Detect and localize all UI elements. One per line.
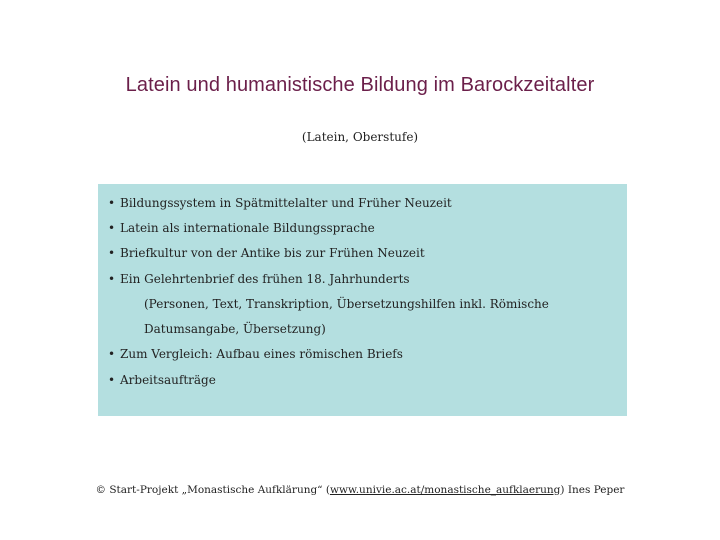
- bullet-icon: •: [108, 373, 116, 387]
- list-item-text: Ein Gelehrtenbrief des frühen 18. Jahrhunderts: [120, 272, 410, 286]
- bullet-icon: •: [108, 347, 116, 361]
- list-item-text: Latein als internationale Bildungssprache: [120, 221, 375, 235]
- list-item: [108, 373, 216, 387]
- list-item: [108, 272, 410, 286]
- list-item-text: Arbeitsaufträge: [120, 373, 216, 387]
- list-item: [108, 347, 403, 361]
- bullet-icon: •: [108, 272, 116, 286]
- list-item: [108, 221, 375, 235]
- list-item-text: Bildungssystem in Spätmittelalter und Früher Neuzeit: [120, 196, 452, 210]
- list-item-text: Briefkultur von der Antike bis zur Frühen Neuzeit: [120, 246, 425, 260]
- bullet-icon: •: [108, 221, 116, 235]
- list-item: [108, 196, 452, 210]
- bullet-icon: •: [108, 196, 116, 210]
- slide-title: Latein und humanistische Bildung im Barockzeitalter: [125, 74, 595, 96]
- list-sub-line: Datumsangabe, Übersetzung): [144, 322, 326, 336]
- bullet-icon: •: [108, 246, 116, 260]
- footer-prefix: © Start-Projekt „Monastische Aufklärung“ (: [95, 484, 330, 496]
- footer-credit: [0, 484, 720, 496]
- slide-subtitle: (Latein, Oberstufe): [301, 130, 419, 144]
- project-link[interactable]: www.univie.ac.at/monastische_aufklaerung: [330, 484, 561, 496]
- footer-suffix: ) Ines Peper: [560, 484, 625, 496]
- list-sub-line: (Personen, Text, Transkription, Übersetzungshilfen inkl. Römische: [144, 297, 549, 311]
- content-box: [98, 184, 627, 416]
- list-item-text: Zum Vergleich: Aufbau eines römischen Briefs: [120, 347, 403, 361]
- list-item: [108, 246, 425, 260]
